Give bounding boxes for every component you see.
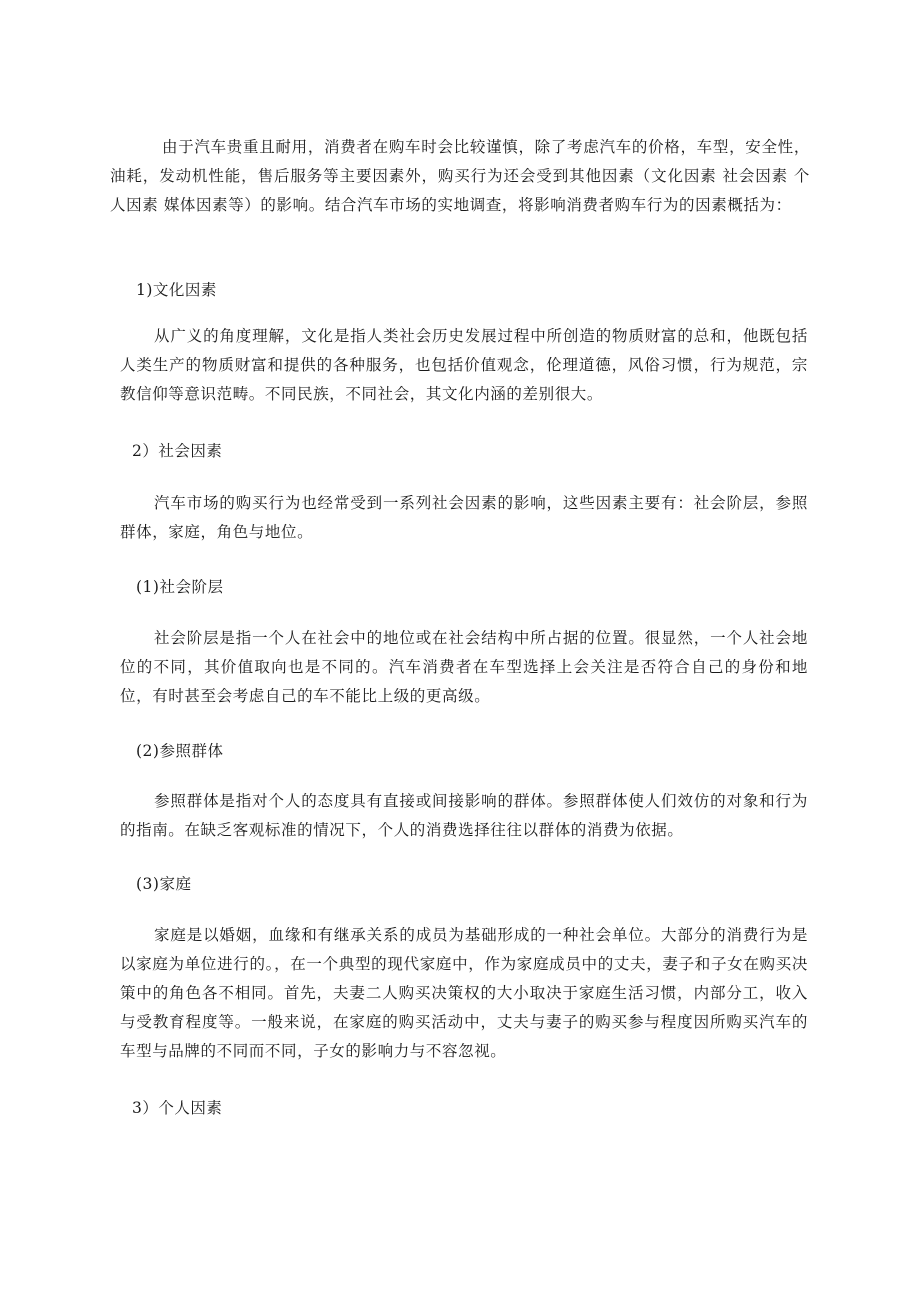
subsection-heading-reference-group: (2)参照群体 <box>136 742 224 760</box>
subsection-heading-family: (3)家庭 <box>136 875 192 893</box>
subsection-body-family: 家庭是以婚姻，血缘和有继承关系的成员为基础形成的一种社会单位。大部分的消费行为是以家庭为单位进行的。，在一个典型的现代家庭中，作为家庭成员中的丈夫，妻子和子女在购买决策中的角色各不相同。首先，夫妻二人购买决策权的大小取决于家庭生活习惯，内部分工，收入与受教育程度等。一般来说，在家庭的购买活动中，丈夫与妻子的购买参与程度因所购买汽车的车型与品牌的不同而不同，子女的影响力与不容忽视。 <box>120 926 808 1060</box>
subsection-body-reference-group: 参照群体是指对个人的态度具有直接或间接影响的群体。参照群体使人们效仿的对象和行为的指南。在缺乏客观标准的情况下，个人的消费选择往往以群体的消费为依据。 <box>120 792 808 839</box>
section-heading-social: 2）社会因素 <box>132 442 223 460</box>
intro-paragraph: 由于汽车贵重且耐用，消费者在购车时会比较谨慎，除了考虑汽车的价格，车型，安全性，油耗，发动机性能，售后服务等主要因素外，购买行为还会受到其他因素（文化因素 社会因素 个人因素 媒体因素等）的影响。结合汽车市场的实地调查，将影响消费者购车行为的因素概括为： <box>110 138 810 214</box>
section-heading-culture: 1)文化因素 <box>136 281 217 299</box>
subsection-heading-social-class: (1)社会阶层 <box>136 578 224 596</box>
section-heading-personal: 3）个人因素 <box>132 1099 223 1117</box>
subsection-body-social-class: 社会阶层是指一个人在社会中的地位或在社会结构中所占据的位置。很显然，一个人社会地位的不同，其价值取向也是不同的。汽车消费者在车型选择上会关注是否符合自己的身份和地位，有时甚至会考虑自己的车不能比上级的更高级。 <box>120 629 808 705</box>
section-body-culture: 从广义的角度理解，文化是指人类社会历史发展过程中所创造的物质财富的总和，他既包括人类生产的物质财富和提供的各种服务，也包括价值观念，伦理道德，风俗习惯，行为规范，宗教信仰等意识范畴。不同民族，不同社会，其文化内涵的差别很大。 <box>120 327 808 403</box>
section-body-social: 汽车市场的购买行为也经常受到一系列社会因素的影响，这些因素主要有：社会阶层，参照群体，家庭，角色与地位。 <box>120 494 808 541</box>
